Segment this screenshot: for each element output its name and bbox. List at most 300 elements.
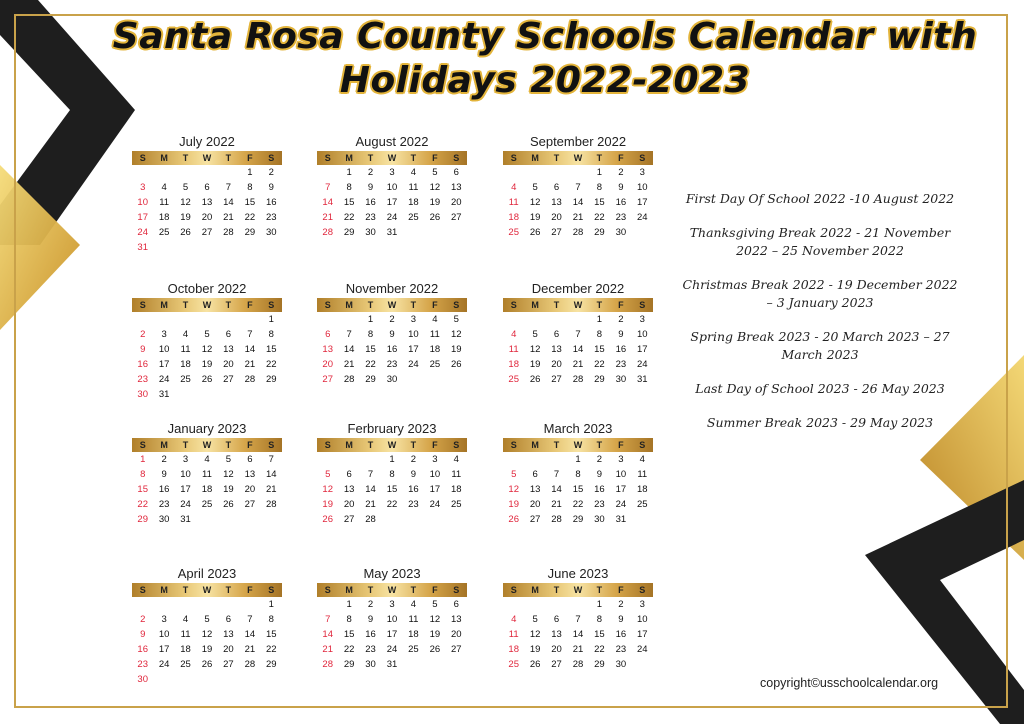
day-cell: 2 <box>140 614 146 625</box>
day-cell: 14 <box>572 629 584 640</box>
weekday-label: W <box>573 153 583 163</box>
day-cell: 11 <box>408 182 419 193</box>
empty-cell <box>524 165 545 180</box>
day-cell: 30 <box>365 227 376 238</box>
day-cell: 23 <box>158 499 170 510</box>
day-cell: 7 <box>367 469 374 480</box>
day-cell: 17 <box>158 359 170 370</box>
day-cell: 13 <box>201 197 213 208</box>
day-cell: 15 <box>244 197 256 208</box>
empty-cell <box>503 452 524 467</box>
day-cell: 20 <box>450 629 462 640</box>
day-grid <box>503 312 653 387</box>
weekday-label: S <box>639 300 646 310</box>
day-cell: 19 <box>322 499 333 510</box>
day-cell: 26 <box>180 227 191 238</box>
day-cell: 12 <box>180 197 191 208</box>
month-calendar <box>503 420 653 527</box>
day-cell: 17 <box>137 212 148 223</box>
holiday-item: Thanksgiving Break 2022 - 21 November 2022 – 25 November 2022 <box>689 225 951 258</box>
weekday-header <box>503 298 653 312</box>
weekday-label: F <box>432 440 438 450</box>
weekday-label: S <box>453 153 460 163</box>
day-cell: 21 <box>265 484 277 495</box>
day-cell: 26 <box>450 359 462 370</box>
day-cell: 9 <box>618 329 624 340</box>
month-calendar <box>503 565 653 672</box>
day-cell: 2 <box>618 167 624 178</box>
empty-cell <box>153 165 174 180</box>
day-cell: 15 <box>572 484 584 495</box>
day-cell: 18 <box>201 484 213 495</box>
day-cell: 6 <box>453 599 459 610</box>
day-cell: 19 <box>180 212 191 223</box>
day-cell: 6 <box>553 614 560 625</box>
empty-cell <box>317 312 338 327</box>
day-cell: 31 <box>386 659 398 670</box>
day-cell: 28 <box>244 659 256 670</box>
day-cell: 16 <box>365 629 376 640</box>
day-cell: 22 <box>265 359 277 370</box>
day-cell: 8 <box>575 469 581 480</box>
day-cell: 12 <box>429 614 441 625</box>
day-cell: 24 <box>386 644 398 655</box>
empty-cell <box>218 312 239 327</box>
empty-cell <box>317 597 338 612</box>
empty-cell <box>524 312 545 327</box>
day-cell: 28 <box>572 227 584 238</box>
day-cell: 18 <box>429 344 441 355</box>
day-cell: 3 <box>161 614 167 625</box>
day-cell: 31 <box>180 514 191 525</box>
day-cell: 1 <box>346 599 352 610</box>
day-cell: 12 <box>201 629 213 640</box>
day-cell: 27 <box>450 644 462 655</box>
day-cell: 11 <box>180 344 191 355</box>
day-cell: 22 <box>365 359 376 370</box>
day-cell: 4 <box>511 329 517 340</box>
day-cell: 23 <box>365 644 376 655</box>
day-cell: 27 <box>551 659 562 670</box>
day-cell: 24 <box>615 499 627 510</box>
day-cell: 10 <box>636 614 648 625</box>
day-cell: 14 <box>572 197 584 208</box>
day-cell: 26 <box>529 227 541 238</box>
day-grid <box>132 597 282 687</box>
day-cell: 14 <box>244 344 256 355</box>
weekday-label: T <box>410 585 417 595</box>
day-cell: 8 <box>389 469 395 480</box>
day-cell: 25 <box>429 359 441 370</box>
day-cell: 2 <box>618 314 624 325</box>
day-cell: 31 <box>137 242 148 253</box>
day-cell: 28 <box>265 499 277 510</box>
day-cell: 7 <box>268 454 274 465</box>
day-cell: 1 <box>596 599 603 610</box>
weekday-label: M <box>531 440 539 450</box>
day-cell: 1 <box>596 167 603 178</box>
day-cell: 8 <box>247 182 253 193</box>
weekday-label: S <box>510 153 517 163</box>
day-cell: 27 <box>322 374 333 385</box>
day-cell: 30 <box>594 514 605 525</box>
day-cell: 21 <box>343 359 355 370</box>
day-cell: 16 <box>408 484 419 495</box>
day-cell: 9 <box>618 614 624 625</box>
day-cell: 8 <box>596 182 603 193</box>
day-cell: 22 <box>244 212 256 223</box>
day-cell: 22 <box>594 212 605 223</box>
day-cell: 16 <box>615 197 627 208</box>
day-cell: 20 <box>551 212 562 223</box>
weekday-header <box>317 298 467 312</box>
day-cell: 25 <box>180 659 191 670</box>
day-cell: 7 <box>325 182 331 193</box>
day-cell: 25 <box>408 212 419 223</box>
day-cell: 10 <box>137 197 148 208</box>
day-cell: 13 <box>244 469 256 480</box>
day-cell: 19 <box>529 359 541 370</box>
day-cell: 19 <box>223 484 234 495</box>
weekday-label: W <box>202 153 212 163</box>
day-cell: 6 <box>553 329 560 340</box>
day-cell: 20 <box>201 212 213 223</box>
day-cell: 30 <box>386 374 398 385</box>
day-cell: 11 <box>637 469 648 480</box>
day-cell: 3 <box>140 182 146 193</box>
day-cell: 16 <box>594 484 605 495</box>
day-cell: 5 <box>532 329 538 340</box>
month-calendar <box>503 133 653 240</box>
day-cell: 31 <box>615 514 627 525</box>
day-cell: 15 <box>343 197 355 208</box>
day-cell: 4 <box>410 167 417 178</box>
empty-cell <box>175 597 196 612</box>
empty-cell <box>546 165 567 180</box>
day-cell: 22 <box>343 212 355 223</box>
day-cell: 29 <box>594 374 605 385</box>
day-cell: 19 <box>429 629 441 640</box>
day-cell: 13 <box>551 629 562 640</box>
holiday-item: Spring Break 2023 - 20 March 2023 – 27 March 2023 <box>690 329 950 362</box>
weekday-label: T <box>225 300 232 310</box>
day-cell: 6 <box>553 182 560 193</box>
empty-cell <box>317 165 338 180</box>
day-cell: 29 <box>343 227 355 238</box>
weekday-label: W <box>202 585 212 595</box>
day-cell: 3 <box>639 599 645 610</box>
day-cell: 16 <box>615 629 627 640</box>
day-cell: 11 <box>429 329 440 340</box>
weekday-label: M <box>531 300 539 310</box>
empty-cell <box>546 312 567 327</box>
day-cell: 24 <box>636 644 648 655</box>
day-cell: 1 <box>247 167 253 178</box>
weekday-label: S <box>324 153 331 163</box>
weekday-header <box>317 438 467 452</box>
empty-cell <box>132 597 153 612</box>
day-cell: 12 <box>529 197 541 208</box>
day-cell: 19 <box>201 359 213 370</box>
day-cell: 11 <box>408 614 419 625</box>
day-cell: 17 <box>408 344 419 355</box>
day-cell: 23 <box>615 644 627 655</box>
day-cell: 5 <box>511 469 517 480</box>
day-cell: 17 <box>158 644 170 655</box>
day-cell: 2 <box>367 599 374 610</box>
day-cell: 28 <box>343 374 355 385</box>
empty-cell <box>546 597 567 612</box>
day-cell: 14 <box>322 197 333 208</box>
empty-cell <box>239 312 260 327</box>
weekday-label: S <box>268 585 275 595</box>
day-cell: 8 <box>346 182 352 193</box>
day-cell: 4 <box>204 454 210 465</box>
day-cell: 3 <box>161 329 167 340</box>
day-grid <box>317 452 467 527</box>
day-cell: 21 <box>572 644 584 655</box>
month-name: July 2022 <box>179 134 235 149</box>
day-cell: 27 <box>244 499 256 510</box>
day-cell: 30 <box>137 389 148 400</box>
day-cell: 6 <box>225 329 232 340</box>
day-cell: 9 <box>389 329 395 340</box>
day-cell: 10 <box>386 614 398 625</box>
day-cell: 2 <box>367 167 374 178</box>
day-cell: 12 <box>508 484 519 495</box>
month-calendar <box>132 133 282 255</box>
day-cell: 30 <box>615 227 627 238</box>
day-cell: 3 <box>618 454 624 465</box>
day-cell: 25 <box>158 227 170 238</box>
day-cell: 14 <box>343 344 355 355</box>
day-cell: 28 <box>572 374 584 385</box>
day-cell: 21 <box>572 359 584 370</box>
weekday-label: T <box>596 585 603 595</box>
day-cell: 9 <box>367 614 374 625</box>
weekday-label: W <box>573 440 583 450</box>
day-cell: 4 <box>511 182 517 193</box>
weekday-label: M <box>160 440 168 450</box>
empty-cell <box>196 597 217 612</box>
day-cell: 2 <box>161 454 167 465</box>
month-calendar <box>132 565 282 687</box>
weekday-label: T <box>367 440 374 450</box>
day-cell: 28 <box>572 659 584 670</box>
weekday-label: M <box>345 585 353 595</box>
day-cell: 23 <box>137 659 148 670</box>
day-cell: 13 <box>450 614 462 625</box>
day-cell: 24 <box>158 659 170 670</box>
day-cell: 1 <box>367 314 374 325</box>
day-cell: 16 <box>137 359 148 370</box>
day-cell: 1 <box>268 599 274 610</box>
day-cell: 3 <box>639 167 645 178</box>
weekday-label: S <box>268 153 275 163</box>
day-cell: 1 <box>268 314 274 325</box>
day-cell: 7 <box>575 182 581 193</box>
day-cell: 31 <box>158 389 170 400</box>
day-cell: 21 <box>322 644 333 655</box>
day-cell: 25 <box>508 227 519 238</box>
empty-cell <box>175 165 196 180</box>
empty-cell <box>503 312 524 327</box>
day-cell: 18 <box>408 629 419 640</box>
month-name: January 2023 <box>167 421 247 436</box>
day-cell: 12 <box>223 469 234 480</box>
empty-cell <box>175 312 196 327</box>
weekday-label: F <box>247 440 253 450</box>
month-calendar <box>132 420 282 527</box>
day-cell: 5 <box>432 599 438 610</box>
day-cell: 12 <box>429 182 441 193</box>
weekday-label: T <box>553 585 560 595</box>
day-cell: 14 <box>572 344 584 355</box>
day-cell: 25 <box>508 659 519 670</box>
day-cell: 14 <box>322 629 333 640</box>
day-cell: 13 <box>551 344 562 355</box>
day-cell: 26 <box>508 514 519 525</box>
holiday-item: Last Day of School 2023 - 26 May 2023 <box>695 381 945 396</box>
weekday-label: T <box>182 440 189 450</box>
day-cell: 1 <box>575 454 581 465</box>
day-cell: 24 <box>137 227 148 238</box>
day-grid <box>132 312 282 402</box>
day-cell: 17 <box>636 344 648 355</box>
weekday-label: W <box>387 440 397 450</box>
weekday-label: S <box>139 440 146 450</box>
day-cell: 5 <box>532 614 538 625</box>
day-cell: 16 <box>137 644 148 655</box>
weekday-label: T <box>225 585 232 595</box>
day-cell: 10 <box>636 329 648 340</box>
day-cell: 21 <box>244 644 256 655</box>
day-cell: 9 <box>140 629 146 640</box>
month-name: October 2022 <box>167 281 247 296</box>
day-cell: 8 <box>346 614 352 625</box>
weekday-header <box>317 583 467 597</box>
day-cell: 8 <box>268 329 274 340</box>
day-cell: 13 <box>223 344 234 355</box>
day-cell: 9 <box>596 469 603 480</box>
empty-cell <box>503 597 524 612</box>
empty-cell <box>360 452 381 467</box>
weekday-label: F <box>247 585 253 595</box>
day-cell: 3 <box>410 314 417 325</box>
day-cell: 8 <box>367 329 374 340</box>
day-cell: 19 <box>450 344 462 355</box>
day-cell: 17 <box>429 484 441 495</box>
day-cell: 6 <box>325 329 331 340</box>
day-cell: 23 <box>386 359 398 370</box>
day-cell: 6 <box>225 614 232 625</box>
day-cell: 25 <box>508 374 519 385</box>
month-calendar <box>317 280 467 387</box>
weekday-label: T <box>553 440 560 450</box>
day-cell: 30 <box>137 674 148 685</box>
day-cell: 24 <box>408 359 419 370</box>
weekday-label: S <box>324 585 331 595</box>
month-calendar <box>317 133 467 240</box>
day-cell: 18 <box>158 212 170 223</box>
day-cell: 26 <box>529 374 541 385</box>
day-cell: 25 <box>636 499 648 510</box>
day-cell: 3 <box>182 454 189 465</box>
day-cell: 29 <box>365 374 376 385</box>
weekday-label: M <box>160 300 168 310</box>
weekday-label: T <box>410 440 417 450</box>
day-cell: 10 <box>158 629 170 640</box>
weekday-label: M <box>345 153 353 163</box>
day-cell: 10 <box>636 182 648 193</box>
holiday-item: First Day Of School 2022 -10 August 2022 <box>685 191 955 206</box>
weekday-label: F <box>432 585 438 595</box>
copyright-text: copyright©usschoolcalendar.org <box>760 676 939 690</box>
day-cell: 18 <box>180 644 191 655</box>
day-cell: 7 <box>553 469 560 480</box>
weekday-label: M <box>160 585 168 595</box>
weekday-label: S <box>639 153 646 163</box>
month-name: May 2023 <box>363 566 421 581</box>
day-cell: 10 <box>615 469 627 480</box>
day-cell: 19 <box>201 644 213 655</box>
weekday-label: T <box>367 585 374 595</box>
weekday-label: S <box>268 300 275 310</box>
day-cell: 1 <box>140 454 146 465</box>
day-cell: 22 <box>594 644 605 655</box>
weekday-label: S <box>510 440 517 450</box>
day-cell: 29 <box>265 659 277 670</box>
weekday-label: M <box>345 440 353 450</box>
day-cell: 15 <box>137 484 148 495</box>
day-cell: 2 <box>410 454 417 465</box>
weekday-label: W <box>202 300 212 310</box>
day-cell: 20 <box>343 499 355 510</box>
day-cell: 11 <box>508 344 519 355</box>
day-cell: 18 <box>508 359 519 370</box>
month-calendar <box>317 565 467 672</box>
weekday-label: T <box>553 153 560 163</box>
day-cell: 3 <box>389 167 395 178</box>
day-cell: 19 <box>508 499 519 510</box>
day-cell: 13 <box>450 182 462 193</box>
day-cell: 29 <box>244 227 256 238</box>
day-cell: 11 <box>508 197 519 208</box>
day-cell: 25 <box>408 644 419 655</box>
day-cell: 17 <box>636 197 648 208</box>
day-cell: 17 <box>386 197 398 208</box>
empty-cell <box>196 165 217 180</box>
day-cell: 16 <box>365 197 376 208</box>
day-cell: 13 <box>551 197 562 208</box>
day-cell: 26 <box>201 374 213 385</box>
day-cell: 4 <box>453 454 459 465</box>
day-cell: 1 <box>346 167 352 178</box>
day-cell: 19 <box>529 644 541 655</box>
weekday-label: T <box>410 153 417 163</box>
day-cell: 21 <box>551 499 562 510</box>
weekday-header <box>132 583 282 597</box>
day-cell: 22 <box>343 644 355 655</box>
weekday-label: S <box>639 440 646 450</box>
day-cell: 21 <box>223 212 234 223</box>
day-cell: 21 <box>365 499 376 510</box>
day-cell: 27 <box>551 374 562 385</box>
day-cell: 5 <box>182 182 189 193</box>
empty-cell <box>132 312 153 327</box>
day-cell: 1 <box>389 454 395 465</box>
weekday-label: S <box>139 300 146 310</box>
